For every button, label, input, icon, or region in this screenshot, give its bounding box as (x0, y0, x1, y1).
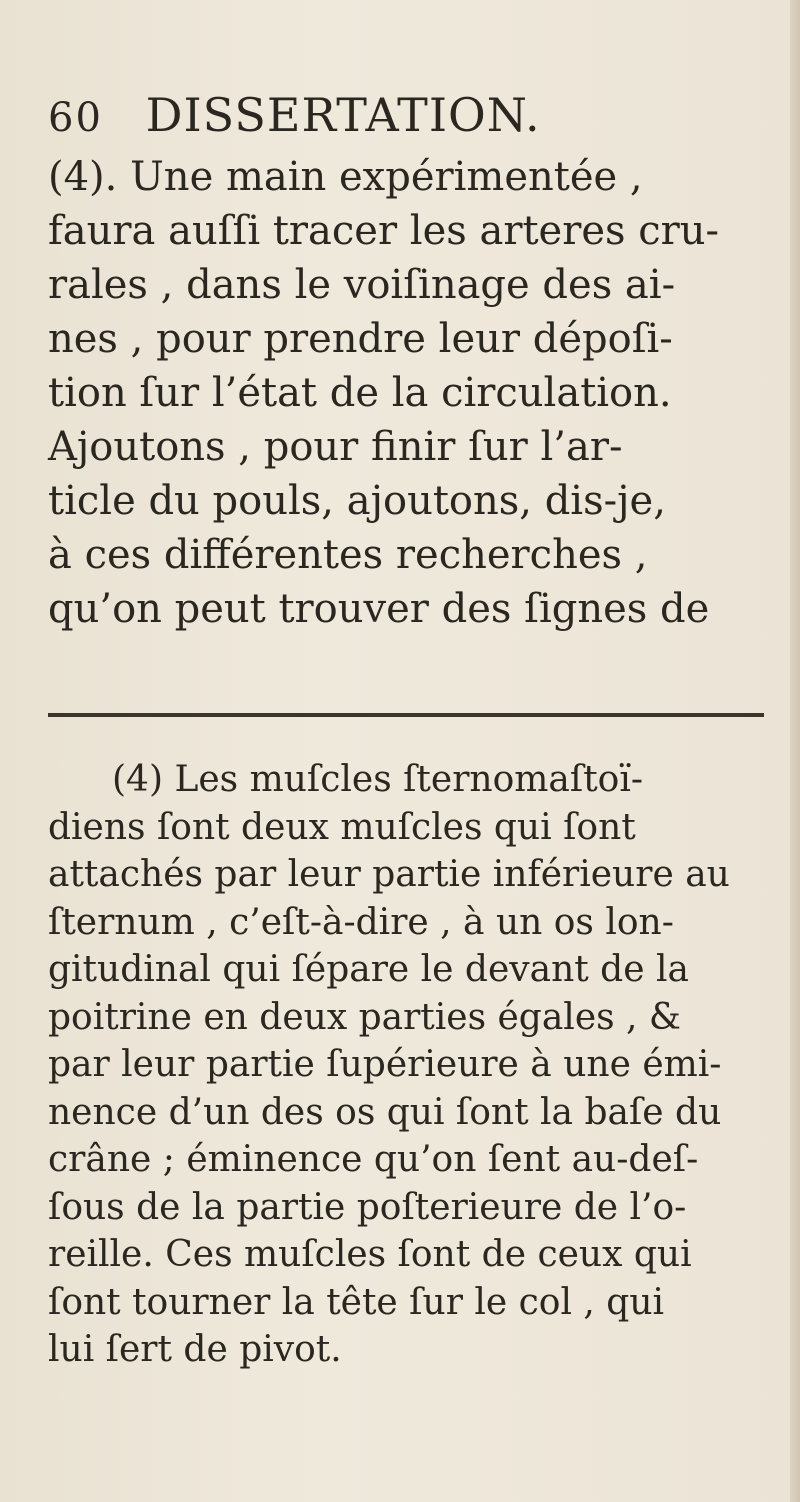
body-text (48, 150, 768, 636)
text-line: à ces différentes recherches , (48, 532, 648, 578)
page-edge (790, 0, 800, 1502)
footnote-line: poitrine en deux parties égales , & (48, 996, 681, 1038)
footnote-line: lui ſert de pivot. (48, 1329, 342, 1370)
footnote-line: nence d’un des os qui ſont la baſe du (48, 1091, 722, 1133)
page-number: 60 (48, 95, 103, 141)
footnote-line: (4) Les muſcles ſternomaſtoï- (112, 759, 644, 800)
text-line: qu’on peut trouver des ſignes de (48, 586, 710, 632)
footnote-line: crâne ; éminence qu’on ſent au-deſ- (48, 1139, 699, 1180)
footnote-rule (48, 713, 764, 717)
running-title: DISSERTATION. (145, 88, 541, 142)
footnote-line: ſous de la partie poſterieure de l’o- (48, 1186, 687, 1228)
footnote-line: ſternum , c’eſt-à-dire , à un os lon- (48, 901, 674, 943)
footnote (48, 756, 768, 1374)
text-line: Ajoutons , pour finir ſur l’ar- (48, 424, 623, 470)
footnote-line: par leur partie ſupérieure à une émi- (48, 1044, 722, 1085)
footnote-line: attachés par leur partie inférieure au (48, 854, 730, 895)
text-line: ticle du pouls, ajoutons, dis-je, (48, 478, 666, 524)
footnote-line: reille. Ces muſcles ſont de ceux qui (48, 1234, 692, 1275)
text-line: (4). Une main expérimentée , (48, 154, 643, 200)
text-line: rales , dans le voiſinage des ai- (48, 262, 676, 308)
text-line: nes , pour prendre leur dépoſi- (48, 316, 673, 362)
footnote-line: diens ſont deux muſcles qui ſont (48, 806, 636, 848)
footnote-line: gitudinal qui ſépare le devant de la (48, 949, 689, 990)
footnote-line: ſont tourner la tête ſur le col , qui (48, 1281, 665, 1323)
text-line: tion ſur l’état de la circulation. (48, 370, 672, 416)
running-header (48, 88, 541, 142)
text-line: faura auſſi tracer les arteres cru- (48, 208, 720, 254)
